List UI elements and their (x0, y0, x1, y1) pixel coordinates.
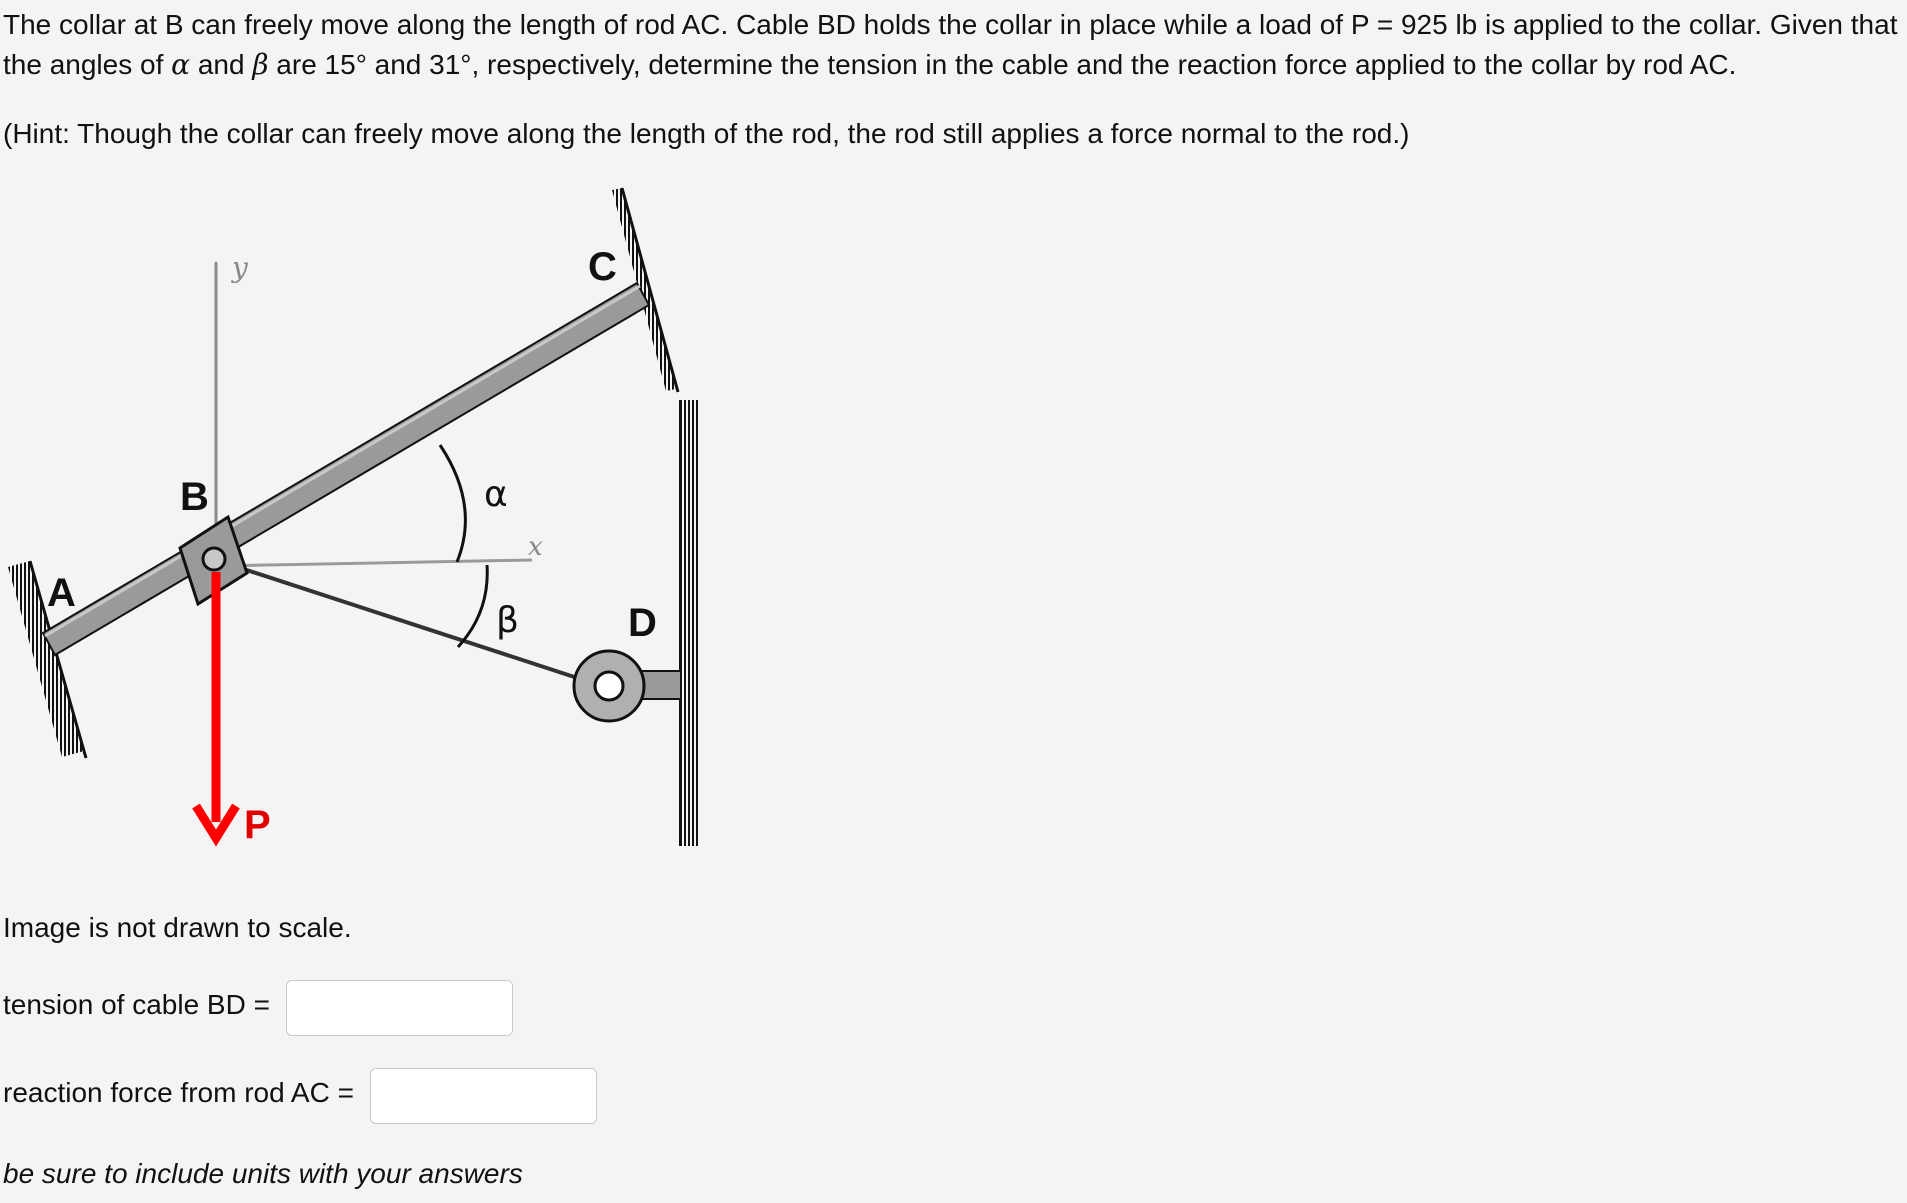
problem-text-part1: The collar at B can freely move along the length of rod AC. Cable BD holds the collar in place while a load of P = 925 lb is applied to the collar. Given that the angles of (3, 9, 1898, 80)
label-a: A (47, 571, 76, 615)
label-y: y (232, 251, 248, 284)
label-b: B (180, 475, 209, 519)
beta-symbol: β (252, 48, 269, 81)
reaction-label: reaction force from rod AC = (3, 1077, 354, 1108)
units-reminder: be sure to include units with your answers (3, 1158, 523, 1189)
tension-input[interactable] (286, 980, 513, 1036)
problem-statement (3, 5, 1903, 85)
tension-label: tension of cable BD = (3, 989, 270, 1020)
label-beta: β (496, 600, 519, 641)
load-arrow-p (196, 572, 236, 838)
wall-d (680, 400, 700, 846)
label-p: P (244, 803, 271, 847)
rod-ac (43, 283, 649, 655)
problem-text-part2: and (190, 49, 253, 80)
label-alpha: α (484, 474, 508, 515)
reaction-input[interactable] (370, 1068, 597, 1124)
label-c: C (588, 245, 617, 289)
alpha-arc (440, 445, 465, 562)
problem-text-part3: are 15° and 31°, respectively, determine the tension in the cable and the reaction force applied to the collar by rod AC. (268, 49, 1737, 80)
hint-text: (Hint: Though the collar can freely move along the length of the rod, the rod still applies a force normal to the rod.) (3, 118, 1410, 149)
wall-c (612, 188, 678, 392)
x-axis (216, 560, 532, 566)
beta-arc (458, 565, 487, 647)
eye-bolt-d (574, 651, 681, 721)
cable-bd (216, 560, 605, 687)
alpha-symbol: α (171, 48, 191, 81)
label-x: x (528, 532, 543, 562)
scale-note: Image is not drawn to scale. (3, 912, 352, 943)
label-d: D (628, 601, 657, 645)
collar-rod-diagram (0, 170, 720, 870)
